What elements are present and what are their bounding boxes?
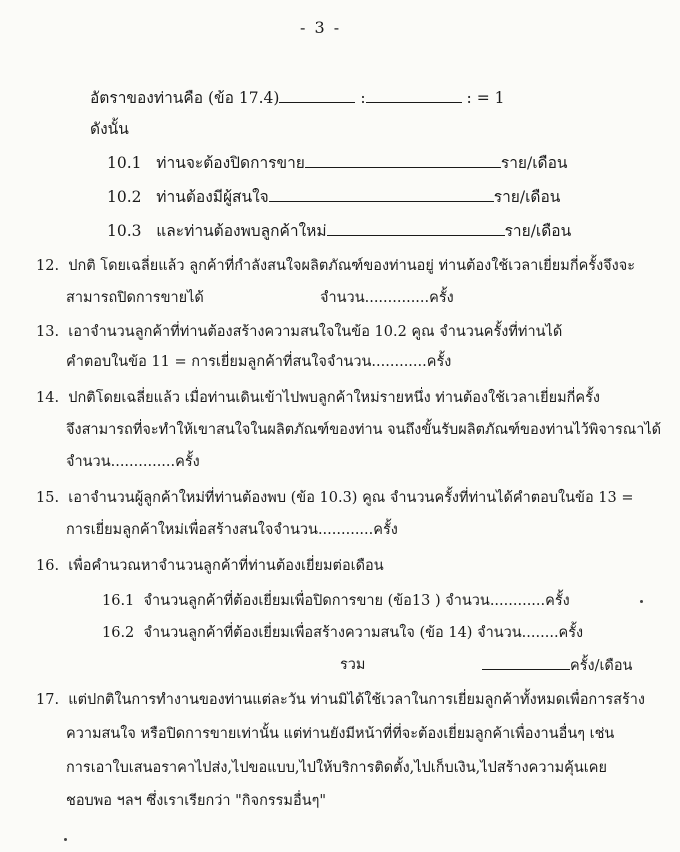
item-16-text: เพื่อคำนวณหาจำนวนลูกค้าที่ท่านต้องเยี่ยมต่อเดือน [68,558,384,574]
item-10-2-text: ท่านต้องมีผู้สนใจ [156,188,269,206]
item-12-line-2b: จำนวน..............ครั้ง [320,290,454,306]
item-16-num: 16. [36,558,60,574]
item-16-2-text: จำนวนลูกค้าที่ต้องเยี่ยมเพื่อสร้างความสนใจ (ข้อ 14) จำนวน........ครั้ง [143,625,584,641]
item-16-2 [102,623,583,643]
item-10-1-blank [305,153,501,168]
item-10-2 [107,187,560,207]
item-17-line-3: การเอาใบเสนอราคาไปส่ง,ไปขอแบบ,ไปให้บริการติดตั้ง,ไปเก็บเงิน,ไปสร้างความคุ้นเคย [66,760,607,776]
item-14-num: 14. [36,390,60,406]
item-13-line-2: คำตอบในข้อ 11 = การเยี่ยมลูกค้าที่สนใจจำนวน............ครั้ง [66,354,452,370]
item-12-text: ปกติ โดยเฉลี่ยแล้ว ลูกค้าที่กำลังสนใจผลิตภัณฑ์ของท่านอยู่ ท่านต้องใช้เวลาเยี่ยมกี่ครั้งจึงจะ [68,258,636,274]
item-10-3-unit: ราย/เดือน [504,222,572,240]
item-15-num: 15. [36,490,60,506]
item-14-line-3: จำนวน..............ครั้ง [66,454,200,470]
item-16-total-blank [482,655,570,670]
item-16-1 [102,591,570,611]
rate-label: อัตราของท่านคือ (ข้อ 17.4) [90,89,280,107]
item-10-1-unit: ราย/เดือน [500,154,568,172]
item-13-num: 13. [36,324,60,340]
item-16-1-num: 16.1 [102,593,135,609]
item-13-line-1 [36,322,562,342]
item-17-line-1 [36,690,645,710]
item-15-line-1 [36,488,634,508]
item-12-num: 12. [36,258,60,274]
item-12-line-2: สามารถปิดการขายได้ [66,290,204,306]
page-number: - 3 - [300,18,342,37]
item-10-3-text: และท่านต้องพบลูกค้าใหม่ [156,222,327,240]
item-10-1-text: ท่านจะต้องปิดการขาย [156,154,305,172]
item-16-total [482,655,632,676]
therefore-label: ดังนั้น [90,120,129,138]
scan-speck [64,838,67,841]
item-16-1-text: จำนวนลูกค้าที่ต้องเยี่ยมเพื่อปิดการขาย (ข้อ13 ) จำนวน............ครั้ง [143,593,570,609]
rate-colon: : [360,89,366,107]
item-17-line-2: ความสนใจ หรือปิดการขายเท่านั้น แต่ท่านยังมีหน้าที่ที่จะต้องเยี่ยมลูกค้าเพื่องานอื่นๆ เช่น [66,726,615,742]
item-16-line-1 [36,556,384,576]
item-12-line-1 [36,256,635,276]
item-10-3-blank [327,221,505,236]
item-10-1 [107,153,567,173]
item-17-text: แต่ปกติในการทำงานของท่านแต่ละวัน ท่านมิได้ใช้เวลาในการเยี่ยมลูกค้าทั้งหมดเพื่อการสร้าง [68,692,645,708]
item-10-1-num: 10.1 [107,154,142,172]
rate-line [90,88,504,108]
item-14-line-1 [36,388,600,408]
item-15-line-2: การเยี่ยมลูกค้าใหม่เพื่อสร้างสนใจจำนวน............ครั้ง [66,522,398,538]
item-10-3-num: 10.3 [107,222,142,240]
item-16-2-num: 16.2 [102,625,135,641]
rate-blank-2 [366,88,462,103]
item-14-text: ปกติโดยเฉลี่ยแล้ว เมื่อท่านเดินเข้าไปพบลูกค้าใหม่รายหนึ่ง ท่านต้องใช้เวลาเยี่ยมกี่ครั้ง [68,390,600,406]
item-10-2-blank [269,187,494,202]
item-10-2-unit: ราย/เดือน [493,188,561,206]
item-16-total-unit: ครั้ง/เดือน [570,658,633,674]
item-13-text: เอาจำนวนลูกค้าที่ท่านต้องสร้างความสนใจในข้อ 10.2 คูณ จำนวนครั้งที่ท่านได้ [68,324,563,340]
item-10-3 [107,221,571,241]
item-14-line-2: จึงสามารถที่จะทำให้เขาสนใจในผลิตภัณฑ์ของท่าน จนถึงขั้นรับผลิตภัณฑ์ของท่านไว้พิจารณาได้ [66,422,662,438]
scan-speck [640,600,643,603]
item-17-num: 17. [36,692,60,708]
item-10-2-num: 10.2 [107,188,142,206]
item-16-total-label: รวม [340,657,366,673]
rate-blank-1 [279,88,355,103]
item-15-text: เอาจำนวนผู้ลูกค้าใหม่ที่ท่านต้องพบ (ข้อ 10.3) คูณ จำนวนครั้งที่ท่านได้คำตอบในข้อ 13 = [68,490,634,506]
rate-equals: : = 1 [466,89,505,107]
item-17-line-4: ชอบพอ ฯลฯ ซึ่งเราเรียกว่า "กิจกรรมอื่นๆ" [66,793,327,809]
